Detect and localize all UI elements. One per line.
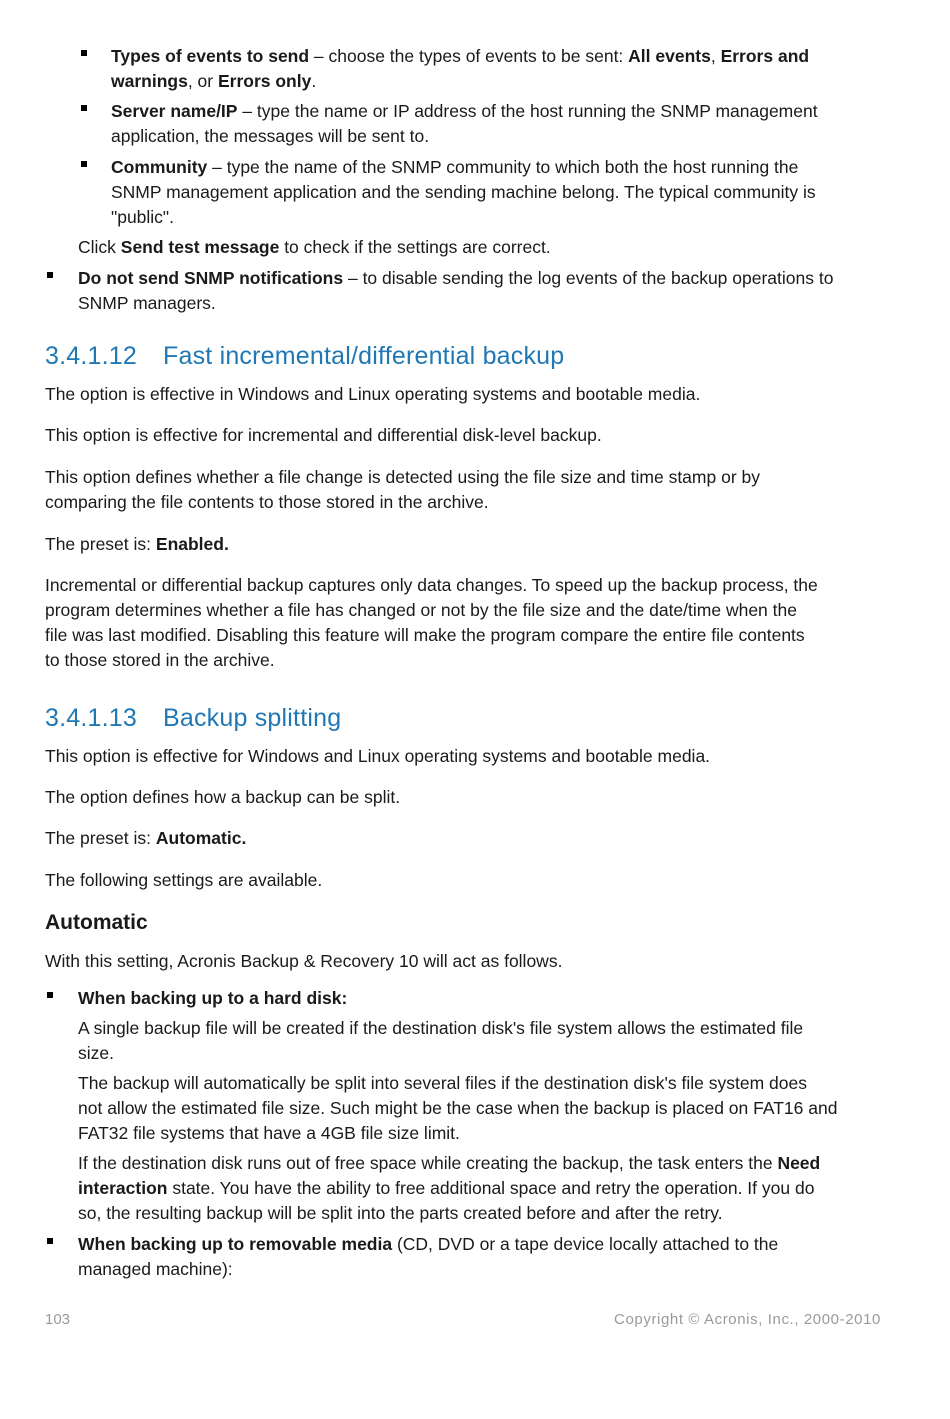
bullet-marker (81, 50, 87, 56)
option-all-events: All events (628, 46, 711, 66)
preset-paragraph (45, 826, 905, 851)
text: This option defines whether a file change is detected using the file size and time stamp or by (45, 467, 760, 487)
preset-value: Enabled. (155, 534, 229, 554)
send-test-message-paragraph (78, 235, 908, 260)
page-number: 103 (45, 1311, 71, 1328)
text: If the destination disk runs out of free space while creating the backup, the task enters the (78, 1153, 778, 1173)
text: Need (777, 1153, 821, 1173)
text: application, the messages will be sent to. (111, 126, 430, 146)
section-number: 3.4.1.12 (45, 342, 137, 370)
text: "public". (111, 207, 175, 227)
removable-media-item (78, 1232, 908, 1282)
bullet-marker (47, 272, 53, 278)
section-title: Backup splitting (163, 704, 342, 732)
text: – to disable sending the log events of the backup operations to (343, 268, 834, 288)
paragraph (78, 1016, 918, 1066)
text: program determines whether a file has changed or not by the file size and the date/time when the (45, 600, 797, 620)
subheading-automatic: Automatic (45, 911, 148, 934)
section-number: 3.4.1.13 (45, 704, 137, 732)
option-errors-only: Errors only (217, 71, 312, 91)
text: so, the resulting backup will be split into the parts created before and after the retry. (78, 1203, 723, 1223)
paragraph: With this setting, Acronis Backup & Recovery 10 will act as follows. (45, 951, 563, 971)
text: managed machine): (78, 1259, 233, 1279)
paragraph: This option is effective for incremental and differential disk-level backup. (45, 425, 602, 445)
text: Incremental or differential backup captures only data changes. To speed up the backup process, the (45, 575, 818, 595)
text: A single backup file will be created if the destination disk's file system allows the estimated file (78, 1018, 804, 1038)
bullet-marker (47, 992, 53, 998)
text: Click (78, 237, 121, 257)
text: interaction (78, 1178, 168, 1198)
option-warnings: warnings (111, 71, 188, 91)
section-title: Fast incremental/differential backup (163, 342, 565, 370)
do-not-send-item (78, 266, 908, 316)
paragraph (78, 1071, 928, 1146)
text: The preset is: (45, 534, 156, 554)
text: – choose the types of events to be sent: (309, 46, 629, 66)
text: state. You have the ability to free additional space and retry the operation. If you do (167, 1178, 815, 1198)
types-of-events-label: Types of events to send (111, 46, 310, 66)
text: not allow the estimated file size. Such might be the case when the backup is placed on FAT16 and (78, 1098, 838, 1118)
text: The backup will automatically be split into several files if the destination disk's file system does (78, 1073, 807, 1093)
text: to those stored in the archive. (45, 650, 275, 670)
paragraph (45, 573, 925, 673)
section-heading-fast-incremental (45, 341, 564, 371)
paragraph: The option defines how a backup can be split. (45, 787, 401, 807)
types-of-events-item (111, 44, 911, 94)
server-name-label: Server name/IP (111, 101, 238, 121)
community-label: Community (111, 157, 208, 177)
text: , or (187, 71, 218, 91)
text: file was last modified. Disabling this feature will make the program compare the entire file contents (45, 625, 805, 645)
server-name-item (111, 99, 911, 149)
text: comparing the file contents to those stored in the archive. (45, 492, 489, 512)
community-item (111, 155, 911, 230)
paragraph: The following settings are available. (45, 870, 323, 890)
text: – type the name or IP address of the host running the SNMP management (237, 101, 818, 121)
section-heading-backup-splitting (45, 703, 341, 733)
text: . (311, 71, 317, 91)
hard-disk-item-label (78, 986, 908, 1011)
paragraph: This option is effective for Windows and Linux operating systems and bootable media. (45, 746, 711, 766)
do-not-send-label: Do not send SNMP notifications (78, 268, 344, 288)
text: FAT32 file systems that have a 4GB file size limit. (78, 1123, 460, 1143)
paragraph (78, 1151, 928, 1226)
removable-media-label: When backing up to removable media (78, 1234, 393, 1254)
text: The preset is: (45, 828, 156, 848)
bullet-marker (47, 1238, 53, 1244)
preset-paragraph (45, 532, 905, 557)
preset-value: Automatic. (155, 828, 247, 848)
paragraph (45, 465, 915, 515)
bullet-marker (81, 161, 87, 167)
hard-disk-label: When backing up to a hard disk: (78, 988, 348, 1008)
text: – type the name of the SNMP community to which both the host running the (207, 157, 799, 177)
send-test-message-label: Send test message (120, 237, 280, 257)
text: (CD, DVD or a tape device locally attached to the (392, 1234, 779, 1254)
bullet-marker (81, 105, 87, 111)
text: size. (78, 1043, 114, 1063)
copyright-notice: Copyright © Acronis, Inc., 2000-2010 (614, 1311, 881, 1328)
paragraph: The option is effective in Windows and Linux operating systems and bootable media. (45, 384, 701, 404)
text: , (710, 46, 721, 66)
text: SNMP management application and the sending machine belong. The typical community is (111, 182, 816, 202)
text: SNMP managers. (78, 293, 216, 313)
text: to check if the settings are correct. (279, 237, 551, 257)
option-errors-and: Errors and (720, 46, 810, 66)
